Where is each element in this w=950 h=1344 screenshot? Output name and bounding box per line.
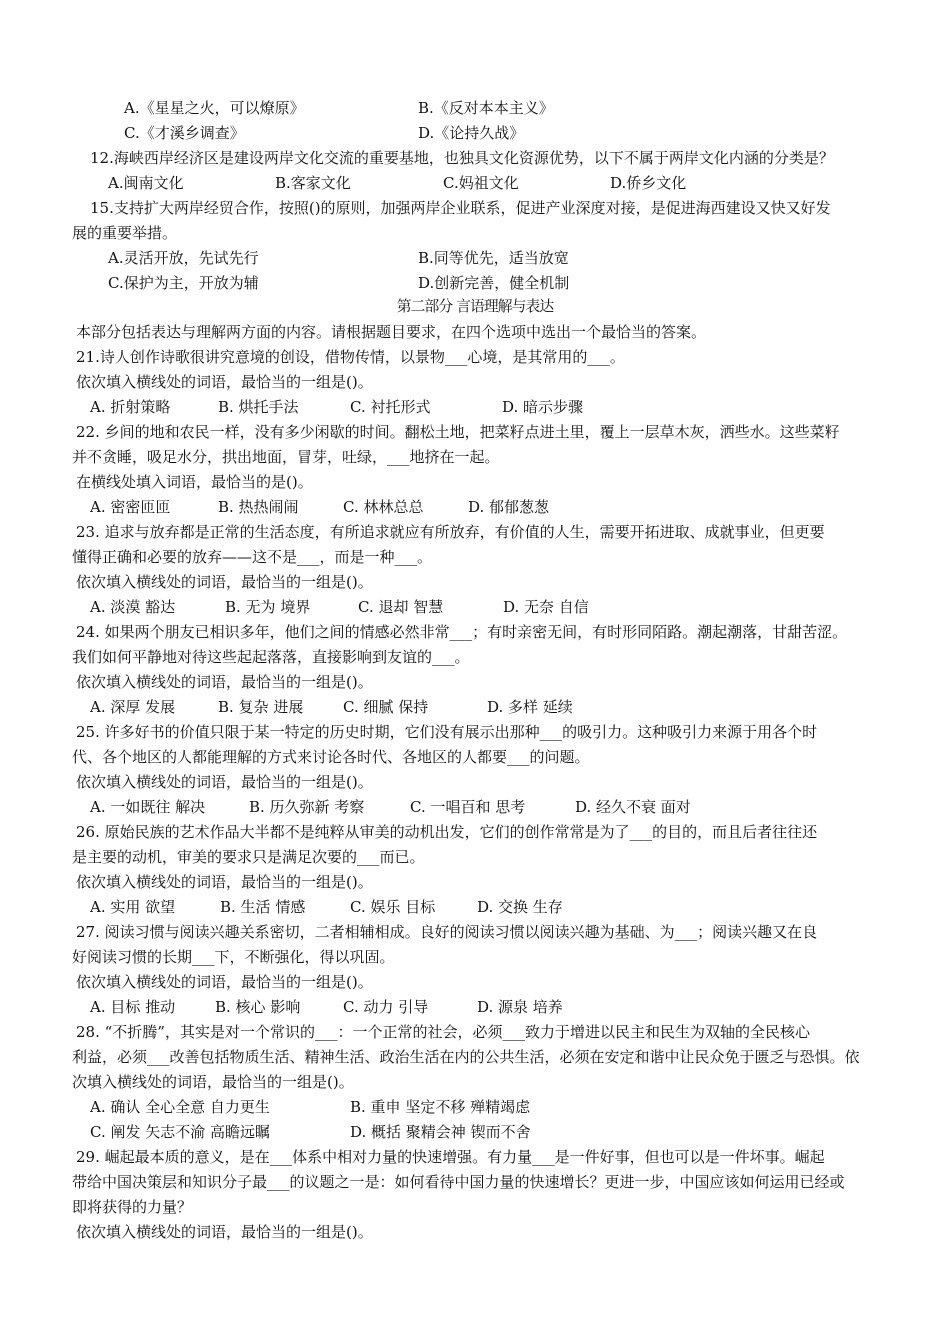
q27-option-d: D. 源泉 培养 (477, 998, 563, 1016)
q28-stem-line1: 28. “不折腾”，其实是对一个常识的___：一个正常的社会，必须___致力于增进以民主和民生为双轴的全民核心 (76, 1023, 810, 1041)
q27-option-b: B. 核心 影响 (215, 998, 301, 1016)
q12-stem: 12.海峡西岸经济区是建设两岸文化交流的重要基地，也独具文化资源优势，以下不属于两岸文化内涵的分类是？ (90, 149, 834, 167)
q28-option-d: D. 概括 聚精会神 锲而不舍 (350, 1123, 531, 1141)
q22-prompt: 在横线处填入词语，最恰当的是()。 (76, 473, 313, 491)
q25-stem-line1: 25. 许多好书的价值只限于某一特定的历史时期，它们没有展示出那种___的吸引力。这种吸引力来源于用各个时 (76, 723, 818, 741)
q-prev-option-b: B.《反对本本主义》 (418, 99, 554, 117)
q-prev-option-d: D.《论持久战》 (418, 124, 525, 142)
q23-stem-line1: 23. 追求与放弃都是正常的生活态度，有所追求就应有所放弃，有价值的人生，需要开拓进取、成就事业，但更要 (76, 523, 825, 541)
q29-stem-line3: 即将获得的力量？ (72, 1198, 193, 1216)
q21-prompt: 依次填入横线处的词语，最恰当的一组是()。 (76, 373, 373, 391)
q15-option-c: C.保护为主，开放为辅 (108, 274, 259, 292)
q25-option-a: A. 一如既往 解决 (90, 798, 206, 816)
q25-option-b: B. 历久弥新 考察 (249, 798, 365, 816)
q26-option-a: A. 实用 欲望 (90, 898, 176, 916)
q28-option-a: A. 确认 全心全意 自力更生 (90, 1098, 270, 1116)
q27-option-a: A. 目标 推动 (90, 998, 176, 1016)
q15-stem-line1: 15.支持扩大两岸经贸合作，按照()的原则，加强两岸企业联系，促进产业深度对接，是促进海西建设又快又好发 (90, 199, 831, 217)
q25-option-c: C. 一唱百和 思考 (410, 798, 526, 816)
q21-option-b: B. 烘托手法 (218, 398, 299, 416)
q25-stem-line2: 代、各个地区的人都能理解的方式来讨论各时代、各地区的人都要___的问题。 (72, 748, 590, 766)
q24-stem-line1: 24. 如果两个朋友已相识多年，他们之间的情感必然非常___；有时亲密无间，有时形同陌路。潮起潮落，甘甜苦涩。 (76, 623, 848, 641)
section-intro: 本部分包括表达与理解两方面的内容。请根据题目要求，在四个选项中选出一个最恰当的答案。 (76, 323, 707, 341)
q22-stem-line1: 22. 乡间的地和农民一样，没有多少闲歇的时间。翻松土地，把菜籽点进土里，覆上一层草木灰，洒些水。这些菜籽 (76, 423, 840, 441)
q29-stem-line2: 带给中国决策层和知识分子最___的议题之一是：如何看待中国力量的快速增长？更进一步，中国应该如何运用已经或 (72, 1173, 845, 1191)
q24-option-c: C. 细腻 保持 (343, 698, 429, 716)
q27-option-c: C. 动力 引导 (343, 998, 429, 1016)
q12-option-b: B.客家文化 (275, 174, 351, 192)
q12-option-d: D.侨乡文化 (610, 174, 687, 192)
q29-stem-line1: 29. 崛起最本质的意义，是在___体系中相对力量的快速增强。有力量___是一件好事，但也可以是一件坏事。崛起 (76, 1148, 825, 1166)
q15-option-a: A.灵活开放，先试先行 (108, 249, 259, 267)
q24-stem-line2: 我们如何平静地对待这些起起落落，直接影响到友谊的___。 (72, 648, 470, 666)
q26-option-b: B. 生活 情感 (220, 898, 306, 916)
q23-option-b: B. 无为 境界 (225, 598, 311, 616)
q-prev-option-c: C.《才溪乡调查》 (124, 124, 245, 142)
q26-stem-line2: 是主要的动机，审美的要求只是满足次要的___而已。 (72, 848, 425, 866)
q22-option-d: D. 郁郁葱葱 (468, 498, 550, 516)
q21-stem: 21.诗人创作诗歌很讲究意境的创设，借物传情，以景物___心境，是其常用的___。 (76, 348, 625, 366)
q12-option-a: A.闽南文化 (108, 174, 184, 192)
q23-option-a: A. 淡漠 豁达 (90, 598, 176, 616)
q26-option-c: C. 娱乐 目标 (350, 898, 436, 916)
q28-option-c: C. 阐发 矢志不渝 高瞻远瞩 (90, 1123, 271, 1141)
q24-option-b: B. 复杂 进展 (218, 698, 304, 716)
q21-option-d: D. 暗示步骤 (502, 398, 584, 416)
q-prev-option-a: A.《星星之火，可以燎原》 (124, 99, 305, 117)
q22-stem-line2: 并不贪睡，吸足水分，拱出地面，冒芽，吐绿，___地挤在一起。 (72, 448, 500, 466)
q22-option-c: C. 林林总总 (343, 498, 424, 516)
q24-prompt: 依次填入横线处的词语，最恰当的一组是()。 (76, 673, 373, 691)
q28-stem-line3: 次填入横线处的词语，最恰当的一组是()。 (72, 1073, 354, 1091)
q23-option-d: D. 无奈 自信 (503, 598, 589, 616)
q28-option-b: B. 重申 坚定不移 殚精竭虑 (350, 1098, 531, 1116)
section-title: 第二部分 言语理解与表达 (396, 298, 554, 315)
q21-option-c: C. 衬托形式 (350, 398, 431, 416)
q24-option-a: A. 深厚 发展 (90, 698, 176, 716)
q21-option-a: A. 折射策略 (90, 398, 171, 416)
q26-stem-line1: 26. 原始民族的艺术作品大半都不是纯粹从审美的动机出发，它们的创作常常是为了___的目的，而且后者往往还 (76, 823, 818, 841)
q23-stem-line2: 懂得正确和必要的放弃——这不是___，而是一种___。 (72, 548, 433, 566)
q25-option-d: D. 经久不衰 面对 (575, 798, 691, 816)
q12-option-c: C.妈祖文化 (443, 174, 519, 192)
q28-stem-line2: 利益，必须___改善包括物质生活、精神生活、政治生活在内的公共生活，必须在安定和谐中让民众免于匮乏与恐惧。依 (72, 1048, 860, 1066)
q15-stem-line2: 展的重要举措。 (72, 224, 178, 242)
q15-option-d: D.创新完善，健全机制 (418, 274, 570, 292)
q22-option-b: B. 热热闹闹 (218, 498, 299, 516)
q26-option-d: D. 交换 生存 (477, 898, 563, 916)
q27-prompt: 依次填入横线处的词语，最恰当的一组是()。 (76, 973, 373, 991)
q15-option-b: B.同等优先，适当放宽 (418, 249, 569, 267)
q27-stem-line1: 27. 阅读习惯与阅读兴趣关系密切，二者相辅相成。良好的阅读习惯以阅读兴趣为基础、为___；阅读兴趣又在良 (76, 923, 818, 941)
q27-stem-line2: 好阅读习惯的长期___下，不断强化，得以巩固。 (72, 948, 395, 966)
q23-option-c: C. 退却 智慧 (358, 598, 444, 616)
q22-option-a: A. 密密匝匝 (90, 498, 171, 516)
q24-option-d: D. 多样 延续 (487, 698, 573, 716)
q29-prompt: 依次填入横线处的词语，最恰当的一组是()。 (76, 1223, 373, 1241)
q25-prompt: 依次填入横线处的词语，最恰当的一组是()。 (76, 773, 373, 791)
q26-prompt: 依次填入横线处的词语，最恰当的一组是()。 (76, 873, 373, 891)
q23-prompt: 依次填入横线处的词语，最恰当的一组是()。 (76, 573, 373, 591)
